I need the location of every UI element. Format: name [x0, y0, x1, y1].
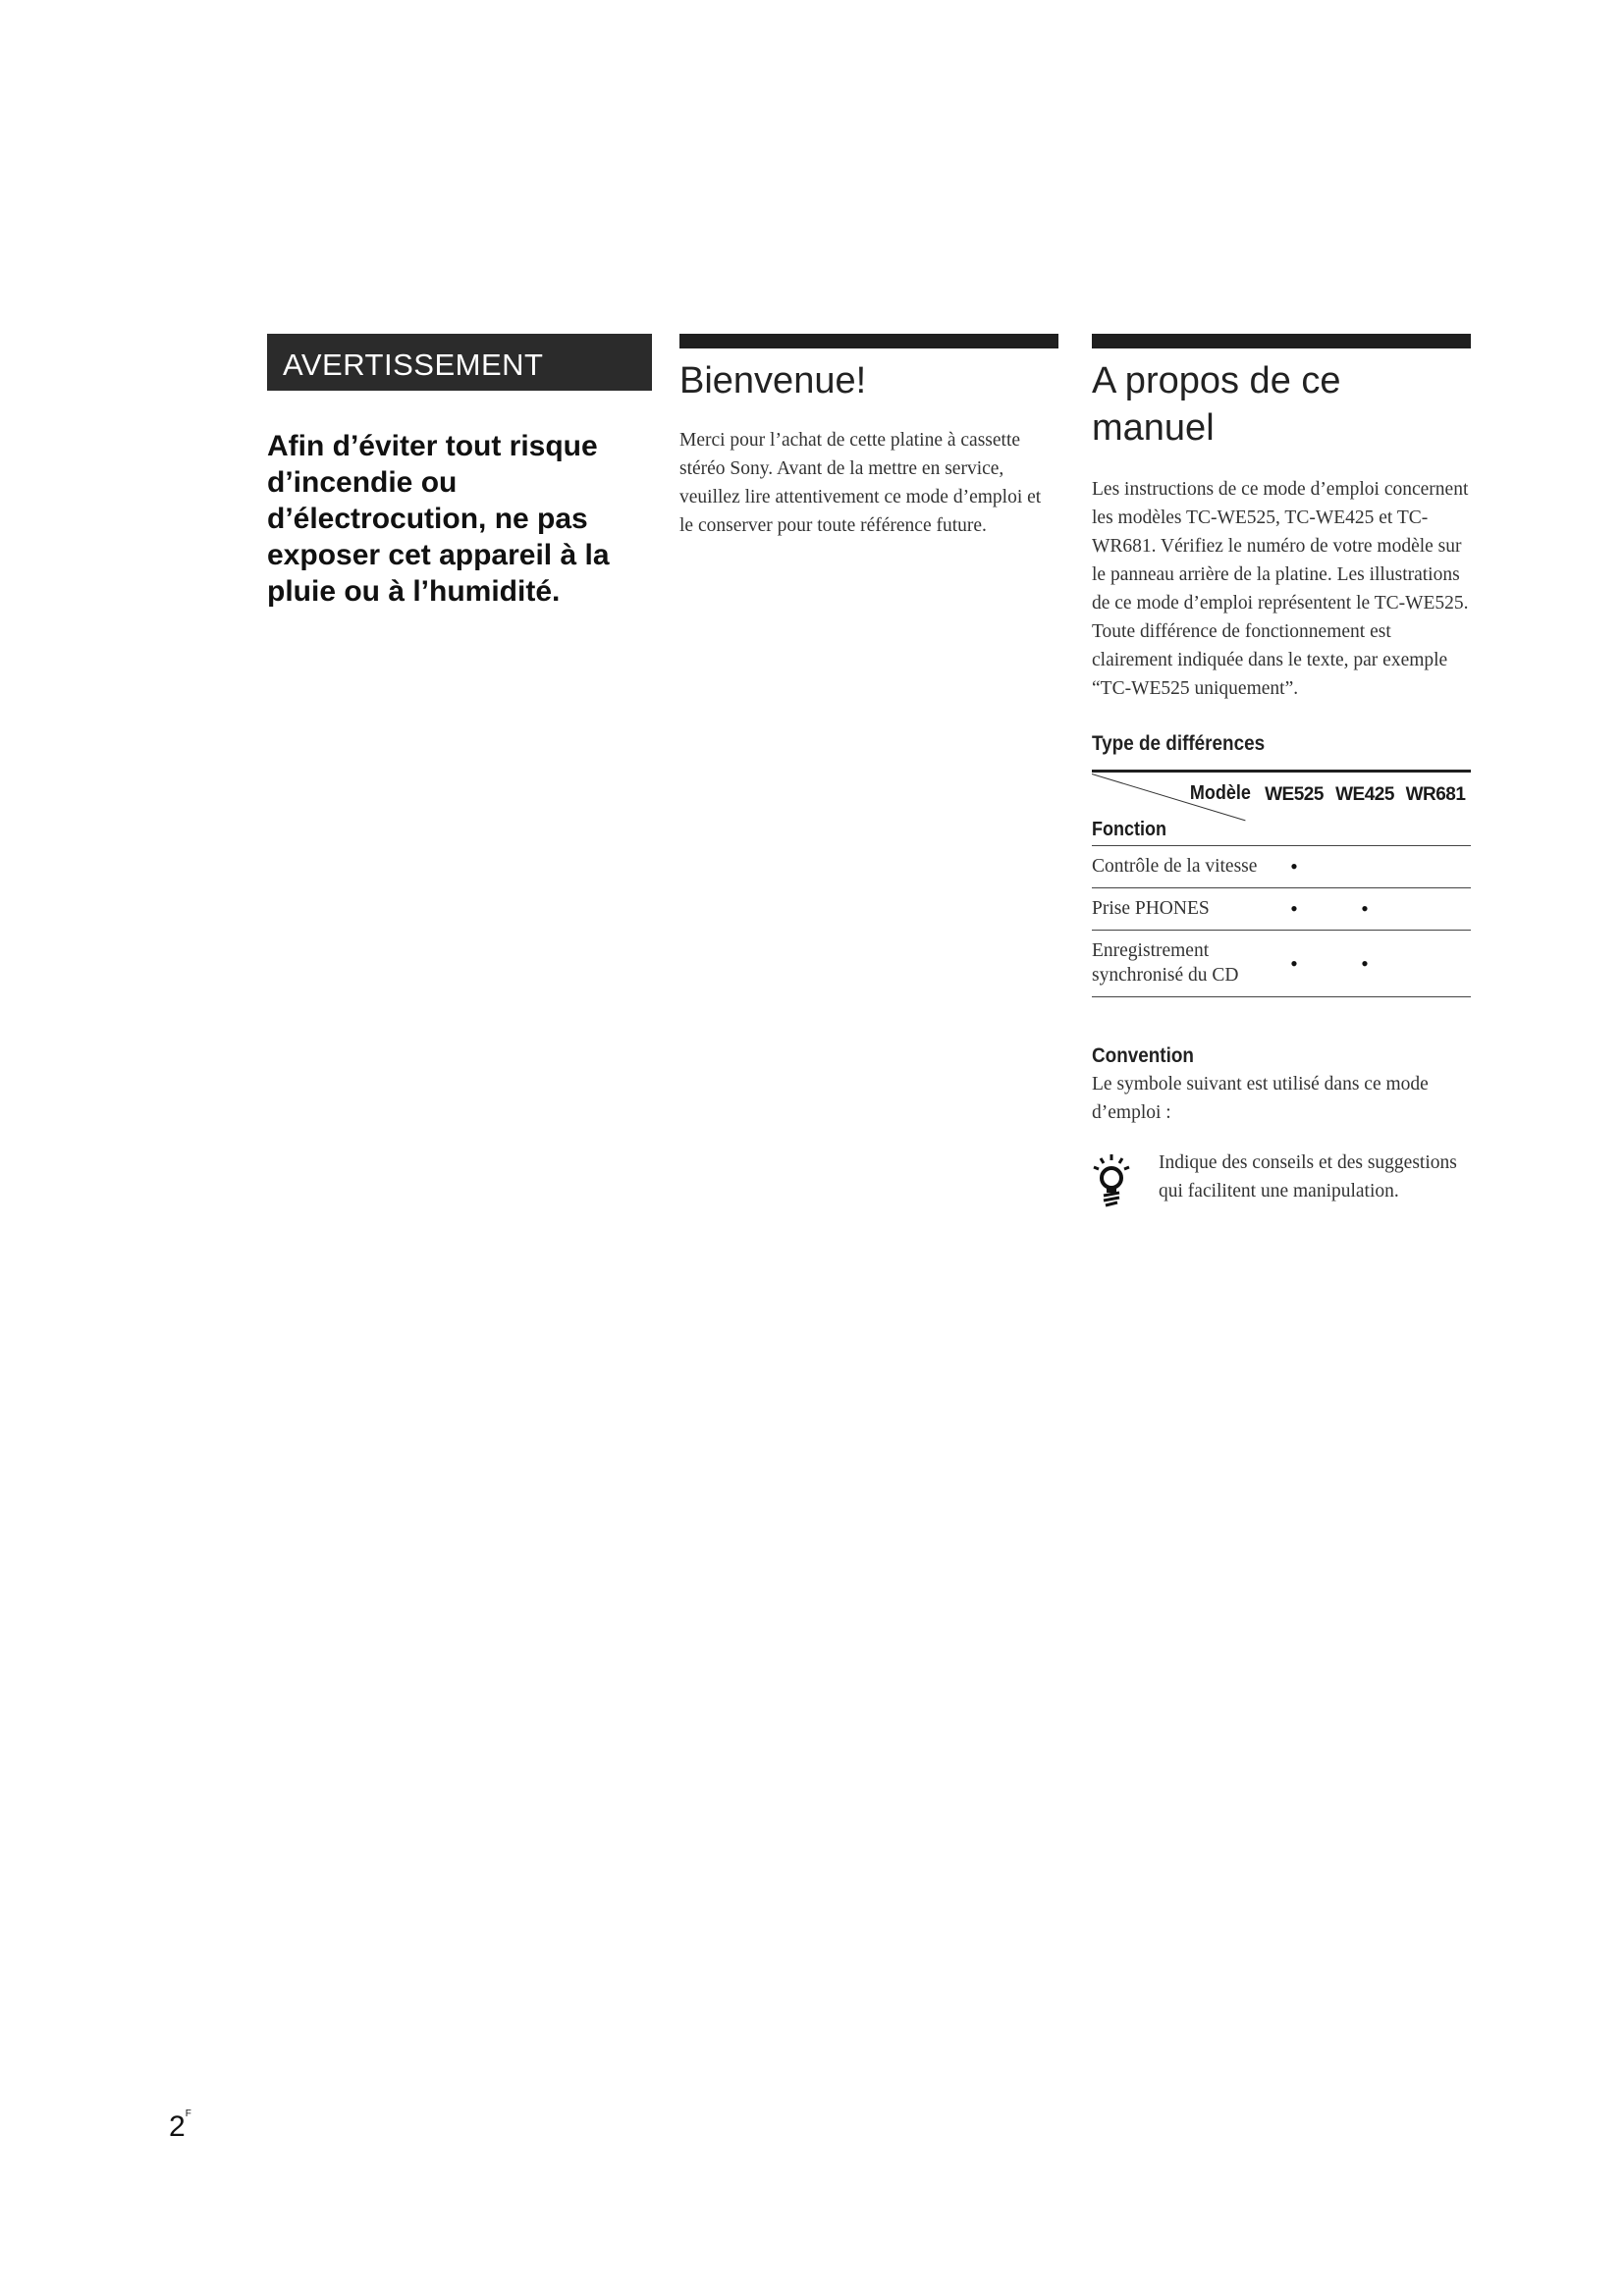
lightbulb-tip-icon — [1092, 1152, 1131, 1209]
table-row — [1092, 846, 1471, 888]
section-rule — [679, 334, 1058, 348]
page-number-value: 2 — [169, 2110, 186, 2143]
table-header-corner — [1092, 772, 1259, 846]
differences-title: Type de différences — [1092, 732, 1266, 755]
section-rule — [1092, 334, 1471, 348]
model-header: WR681 — [1405, 784, 1466, 805]
table-row — [1092, 931, 1471, 997]
mark-cell — [1400, 888, 1471, 931]
welcome-column — [679, 334, 1058, 540]
differences-table — [1092, 770, 1471, 997]
convention-title: Convention — [1092, 1044, 1194, 1067]
mark-cell — [1329, 846, 1400, 888]
mark-cell: • — [1290, 896, 1298, 921]
about-title: A propos de ce manuel — [1092, 360, 1341, 449]
page-number — [169, 2110, 191, 2144]
model-header: WE525 — [1265, 784, 1324, 805]
about-column — [1092, 334, 1471, 1205]
mark-cell: • — [1361, 950, 1369, 976]
warning-title: AVERTISSEMENT — [267, 334, 652, 391]
page-number-suffix: F — [185, 2109, 191, 2119]
convention-text: Le symbole suivant est utilisé dans ce mode d’emploi : — [1092, 1074, 1429, 1123]
mark-cell: • — [1361, 896, 1369, 921]
mark-cell — [1400, 931, 1471, 997]
function-cell: Enregistrement synchronisé du CD — [1092, 940, 1239, 986]
tip-note — [1092, 1148, 1471, 1205]
header-function-label: Fonction — [1092, 819, 1166, 840]
about-text: Les instructions de ce mode d’emploi concernent les modèles TC-WE525, TC-WE425 et TC-WR681. Vérifiez le numéro de votre modèle sur le panneau arrière de la platine. Les illustrations de ce mode d’emploi représentent le TC-WE525. Toute différence de fonctionnement est clairement indiquée dans le texte, par exemple “TC-WE525 uniquement”. — [1092, 479, 1469, 699]
mark-cell: • — [1290, 854, 1298, 879]
tip-text: Indique des conseils et des suggestions qui facilitent une manipulation. — [1159, 1152, 1457, 1201]
welcome-title: Bienvenue! — [679, 360, 867, 401]
function-cell: Prise PHONES — [1092, 898, 1210, 919]
model-header: WE425 — [1335, 784, 1394, 805]
mark-cell — [1400, 846, 1471, 888]
table-row — [1092, 888, 1471, 931]
warning-column — [267, 334, 652, 610]
function-cell: Contrôle de la vitesse — [1092, 856, 1258, 877]
warning-text: Afin d’éviter tout risque d’incendie ou d’électrocution, ne pas exposer cet appareil à la pluie ou à l’humidité. — [267, 430, 610, 608]
welcome-text: Merci pour l’achat de cette platine à cassette stéréo Sony. Avant de la mettre en service, veuillez lire attentivement ce mode d’emploi et le conserver pour toute référence future. — [679, 430, 1042, 536]
mark-cell: • — [1290, 950, 1298, 976]
header-model-label: Modèle — [1189, 782, 1251, 804]
